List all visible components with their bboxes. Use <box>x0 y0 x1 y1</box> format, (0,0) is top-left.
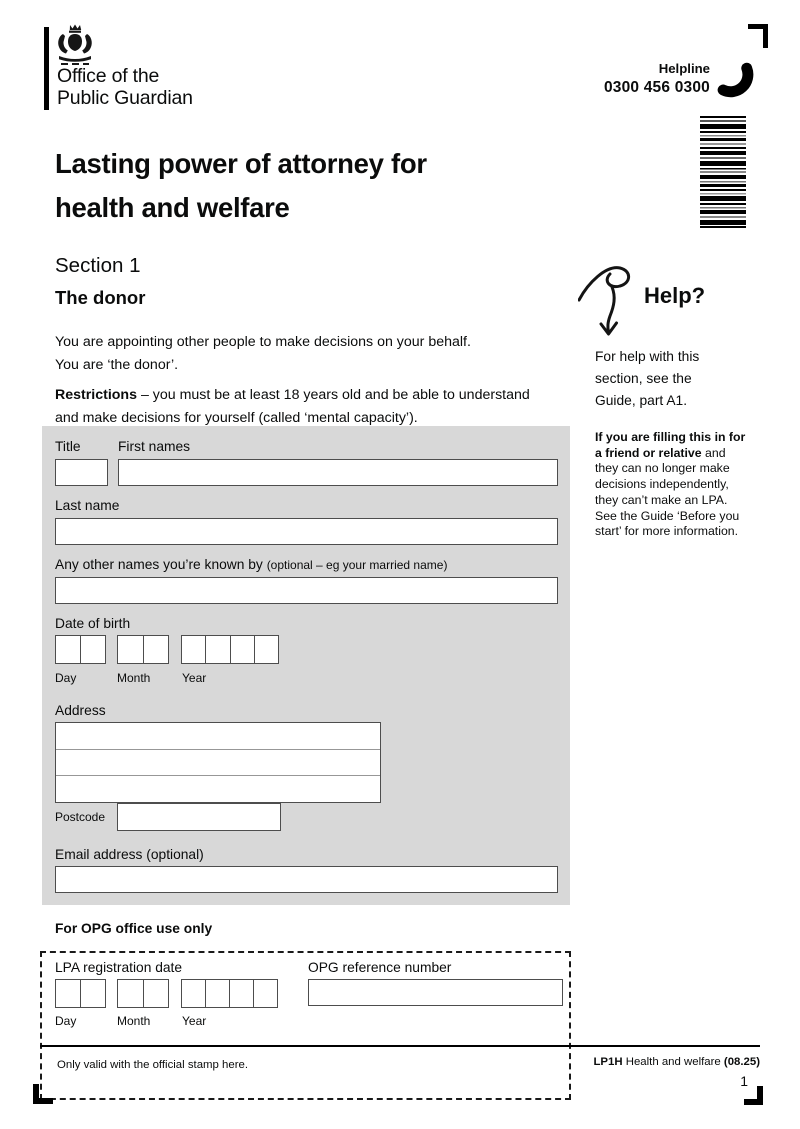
address-label: Address <box>55 703 106 718</box>
dob-day-cell[interactable] <box>56 636 80 663</box>
registration-month-cell[interactable] <box>118 980 143 1007</box>
section-number: Section 1 <box>55 254 141 277</box>
registration-month-input[interactable] <box>117 979 169 1008</box>
opg-reference-input[interactable] <box>308 979 563 1006</box>
help-note-line5: they can’t make an LPA. <box>595 492 728 507</box>
dob-day-cell[interactable] <box>80 636 105 663</box>
intro-line1: You are appointing other people to make decisions on your behalf. <box>55 334 471 350</box>
help-note-line6: See the Guide ‘Before you <box>595 508 740 523</box>
address-line-3[interactable] <box>56 776 380 802</box>
registration-year-input[interactable] <box>181 979 278 1008</box>
registration-year-cell[interactable] <box>229 980 253 1007</box>
helpline-number: 0300 456 0300 <box>603 79 710 96</box>
org-name-line1: Office of the <box>57 65 160 87</box>
registration-day-label: Day <box>55 1014 77 1028</box>
first-names-input[interactable] <box>118 459 558 486</box>
help-note-line2-bold: a friend or relative <box>595 445 702 460</box>
restrictions-label: Restrictions <box>55 387 137 403</box>
helpline-block <box>520 61 710 97</box>
page-title-line1: Lasting power of attorney for <box>55 148 427 179</box>
stamp-note: Only valid with the official stamp here. <box>57 1059 248 1071</box>
help-arrow-icon <box>578 262 644 346</box>
restrictions-line2: and make decisions for yourself (called ‘mental capacity’). <box>55 410 418 426</box>
registration-year-cell[interactable] <box>205 980 229 1007</box>
registration-day-cell[interactable] <box>56 980 80 1007</box>
registration-date-label: LPA registration date <box>55 960 183 975</box>
crop-mark-bottom-right <box>744 1086 763 1105</box>
other-names-label <box>55 557 447 572</box>
email-input[interactable] <box>55 866 558 893</box>
help-note <box>595 430 773 540</box>
help-body-line2: section, see the <box>595 370 692 386</box>
last-name-input[interactable] <box>55 518 558 545</box>
dob-year-cell[interactable] <box>205 636 229 663</box>
registration-month-cell[interactable] <box>143 980 169 1007</box>
dob-label: Date of birth <box>55 616 131 631</box>
help-title: Help? <box>644 283 706 308</box>
restrictions-line1: – you must be at least 18 years old and be able to understand <box>137 387 530 403</box>
help-note-line2-rest: and <box>701 445 726 460</box>
opg-reference-label: OPG reference number <box>308 960 452 975</box>
footer-divider-rule <box>40 1045 760 1047</box>
dob-day-label: Day <box>55 671 77 685</box>
registration-year-cell[interactable] <box>182 980 205 1007</box>
royal-crest-icon <box>54 22 96 66</box>
address-input[interactable] <box>55 722 381 803</box>
intro-paragraph <box>55 331 580 377</box>
help-note-line7: start’ for more information. <box>595 524 739 539</box>
page-title-line2: health and welfare <box>55 191 290 223</box>
help-body <box>595 346 760 411</box>
dob-month-label: Month <box>117 671 151 685</box>
registration-month-label: Month <box>117 1014 151 1028</box>
email-label: Email address (optional) <box>55 847 204 862</box>
dob-year-cell[interactable] <box>254 636 278 663</box>
postcode-input[interactable] <box>117 803 281 831</box>
opg-office-heading: For OPG office use only <box>55 921 213 936</box>
help-note-line3: they can no longer make <box>595 461 730 476</box>
form-name: Health and welfare <box>625 1056 721 1068</box>
dob-year-input[interactable] <box>181 635 279 664</box>
org-name <box>57 66 193 109</box>
postcode-label: Postcode <box>55 810 106 824</box>
crop-mark-bottom-left <box>33 1084 53 1104</box>
crop-mark-top-right <box>748 24 768 48</box>
other-names-input[interactable] <box>55 577 558 604</box>
dob-month-cell[interactable] <box>143 636 169 663</box>
helpline-label: Helpline <box>658 61 710 76</box>
title-label: Title <box>55 439 81 454</box>
dob-month-cell[interactable] <box>118 636 143 663</box>
restrictions-paragraph <box>55 384 580 430</box>
registration-year-label: Year <box>182 1014 207 1028</box>
first-names-label: First names <box>118 439 191 454</box>
dob-year-cell[interactable] <box>182 636 205 663</box>
address-line-1[interactable] <box>56 723 380 750</box>
dob-year-cell[interactable] <box>230 636 254 663</box>
help-body-line1: For help with this <box>595 349 700 364</box>
dob-year-label: Year <box>182 671 207 685</box>
other-names-hint: (optional – eg your married name) <box>266 558 448 572</box>
donor-details-panel <box>42 426 570 905</box>
form-code: LP1H <box>593 1056 623 1068</box>
last-name-label: Last name <box>55 498 120 513</box>
intro-line2: You are ‘the donor’. <box>55 357 179 373</box>
registration-day-input[interactable] <box>55 979 106 1008</box>
registration-day-cell[interactable] <box>80 980 105 1007</box>
section-title: The donor <box>55 287 146 308</box>
page-number: 1 <box>740 1073 748 1089</box>
barcode <box>700 116 746 228</box>
org-name-line2: Public Guardian <box>57 86 193 109</box>
address-line-2[interactable] <box>56 750 380 777</box>
help-note-line4: decisions independently, <box>595 477 729 492</box>
page-title <box>55 142 427 229</box>
help-note-line1: If you are filling this in for <box>595 430 746 444</box>
form-version: (08.25) <box>723 1056 760 1068</box>
phone-icon <box>714 58 754 102</box>
other-names-label-text: Any other names you’re known by <box>55 557 263 572</box>
dob-month-input[interactable] <box>117 635 169 664</box>
document-id <box>460 1056 760 1068</box>
logo-divider-bar <box>44 27 49 110</box>
dob-day-input[interactable] <box>55 635 106 664</box>
help-body-line3: Guide, part A1. <box>595 392 688 408</box>
registration-year-cell[interactable] <box>253 980 277 1007</box>
title-input[interactable] <box>55 459 108 486</box>
